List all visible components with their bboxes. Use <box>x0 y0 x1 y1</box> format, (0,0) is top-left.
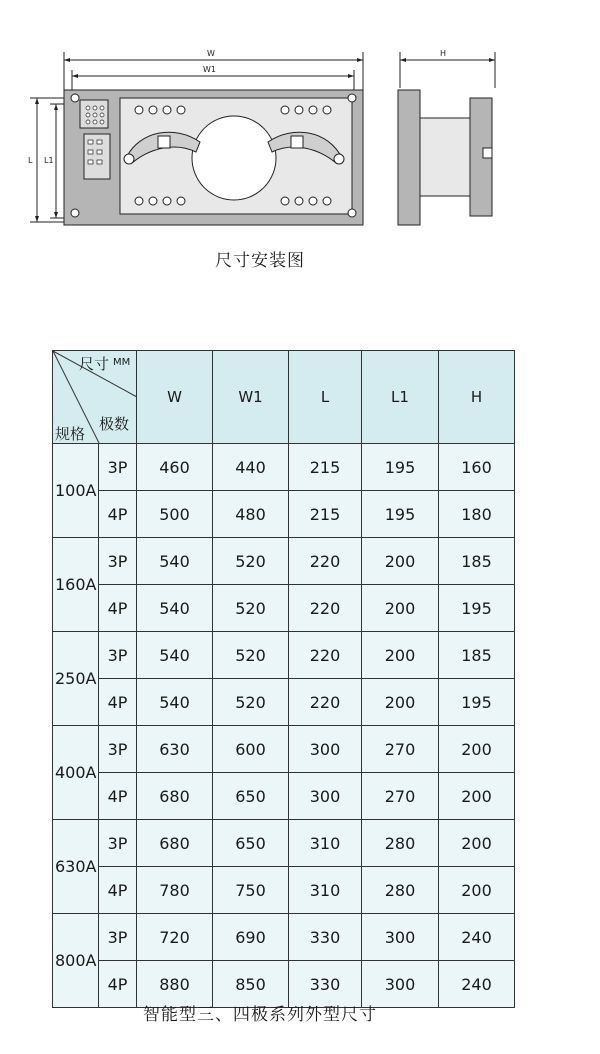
value-cell: 240 <box>439 914 515 961</box>
value-cell: 540 <box>137 585 213 632</box>
dim-label-w: W <box>207 49 215 58</box>
header-l1: L1 <box>362 351 439 444</box>
value-cell: 720 <box>137 914 213 961</box>
pole-cell: 3P <box>99 726 137 773</box>
value-cell: 690 <box>213 914 289 961</box>
pole-cell: 4P <box>99 585 137 632</box>
value-cell: 215 <box>289 491 362 538</box>
value-cell: 280 <box>362 820 439 867</box>
table-row <box>53 444 515 491</box>
value-cell: 540 <box>137 538 213 585</box>
pole-cell: 4P <box>99 679 137 726</box>
spec-cell: 630A <box>53 820 99 914</box>
table-row <box>53 867 515 914</box>
pole-cell: 4P <box>99 491 137 538</box>
value-cell: 270 <box>362 773 439 820</box>
value-cell: 200 <box>362 632 439 679</box>
value-cell: 750 <box>213 867 289 914</box>
value-cell: 200 <box>439 726 515 773</box>
value-cell: 520 <box>213 538 289 585</box>
table-row <box>53 632 515 679</box>
value-cell: 300 <box>362 961 439 1008</box>
spec-cell: 400A <box>53 726 99 820</box>
value-cell: 160 <box>439 444 515 491</box>
value-cell: 500 <box>137 491 213 538</box>
value-cell: 200 <box>439 820 515 867</box>
value-cell: 520 <box>213 679 289 726</box>
drawing-caption: 尺寸安装图 <box>215 251 305 271</box>
value-cell: 220 <box>289 679 362 726</box>
pole-cell: 3P <box>99 444 137 491</box>
dim-label-w1: W1 <box>203 65 216 74</box>
value-cell: 680 <box>137 820 213 867</box>
pole-cell: 3P <box>99 538 137 585</box>
value-cell: 310 <box>289 820 362 867</box>
pole-cell: 4P <box>99 961 137 1008</box>
value-cell: 195 <box>439 585 515 632</box>
value-cell: 200 <box>362 538 439 585</box>
value-cell: 520 <box>213 632 289 679</box>
value-cell: 215 <box>289 444 362 491</box>
header-h: H <box>439 351 515 444</box>
value-cell: 200 <box>362 585 439 632</box>
value-cell: 200 <box>439 867 515 914</box>
value-cell: 220 <box>289 585 362 632</box>
table-row <box>53 585 515 632</box>
value-cell: 540 <box>137 632 213 679</box>
table-row <box>53 820 515 867</box>
value-cell: 650 <box>213 820 289 867</box>
value-cell: 280 <box>362 867 439 914</box>
corner-poles-label: 极数 <box>99 415 130 433</box>
table-row <box>53 679 515 726</box>
value-cell: 200 <box>362 679 439 726</box>
pole-cell: 4P <box>99 867 137 914</box>
value-cell: 330 <box>289 914 362 961</box>
spec-cell: 800A <box>53 914 99 1008</box>
value-cell: 850 <box>213 961 289 1008</box>
table-row <box>53 538 515 585</box>
dim-label-l: L <box>28 156 33 165</box>
pole-cell: 3P <box>99 914 137 961</box>
table-row <box>53 491 515 538</box>
value-cell: 200 <box>439 773 515 820</box>
corner-unit-label: MM <box>113 357 131 368</box>
table-row <box>53 726 515 773</box>
table-row <box>53 914 515 961</box>
value-cell: 330 <box>289 961 362 1008</box>
table-row <box>53 773 515 820</box>
corner-dim-label: 尺寸 <box>79 355 110 373</box>
value-cell: 240 <box>439 961 515 1008</box>
value-cell: 185 <box>439 538 515 585</box>
value-cell: 220 <box>289 538 362 585</box>
value-cell: 195 <box>439 679 515 726</box>
value-cell: 440 <box>213 444 289 491</box>
corner-cell <box>53 351 137 444</box>
pole-cell: 3P <box>99 820 137 867</box>
spec-cell: 100A <box>53 444 99 538</box>
value-cell: 520 <box>213 585 289 632</box>
value-cell: 220 <box>289 632 362 679</box>
value-cell: 460 <box>137 444 213 491</box>
header-l: L <box>289 351 362 444</box>
value-cell: 180 <box>439 491 515 538</box>
dim-label-l1: L1 <box>44 156 54 165</box>
header-w: W <box>137 351 213 444</box>
dim-label-h: H <box>440 49 447 58</box>
pole-cell: 3P <box>99 632 137 679</box>
table-body <box>53 444 515 1008</box>
spec-cell: 250A <box>53 632 99 726</box>
side-view <box>398 90 492 225</box>
front-view <box>64 90 363 225</box>
value-cell: 540 <box>137 679 213 726</box>
value-cell: 880 <box>137 961 213 1008</box>
value-cell: 630 <box>137 726 213 773</box>
value-cell: 270 <box>362 726 439 773</box>
value-cell: 780 <box>137 867 213 914</box>
value-cell: 680 <box>137 773 213 820</box>
value-cell: 300 <box>289 773 362 820</box>
value-cell: 185 <box>439 632 515 679</box>
corner-spec-label: 规格 <box>55 425 86 443</box>
header-row <box>53 351 515 444</box>
value-cell: 480 <box>213 491 289 538</box>
table-caption: 智能型三、四极系列外型尺寸 <box>143 1005 377 1025</box>
spec-cell: 160A <box>53 538 99 632</box>
value-cell: 600 <box>213 726 289 773</box>
value-cell: 310 <box>289 867 362 914</box>
value-cell: 650 <box>213 773 289 820</box>
dimension-table <box>52 350 515 1008</box>
value-cell: 195 <box>362 491 439 538</box>
value-cell: 195 <box>362 444 439 491</box>
value-cell: 300 <box>362 914 439 961</box>
installation-drawing <box>0 0 600 240</box>
header-w1: W1 <box>213 351 289 444</box>
value-cell: 300 <box>289 726 362 773</box>
pole-cell: 4P <box>99 773 137 820</box>
